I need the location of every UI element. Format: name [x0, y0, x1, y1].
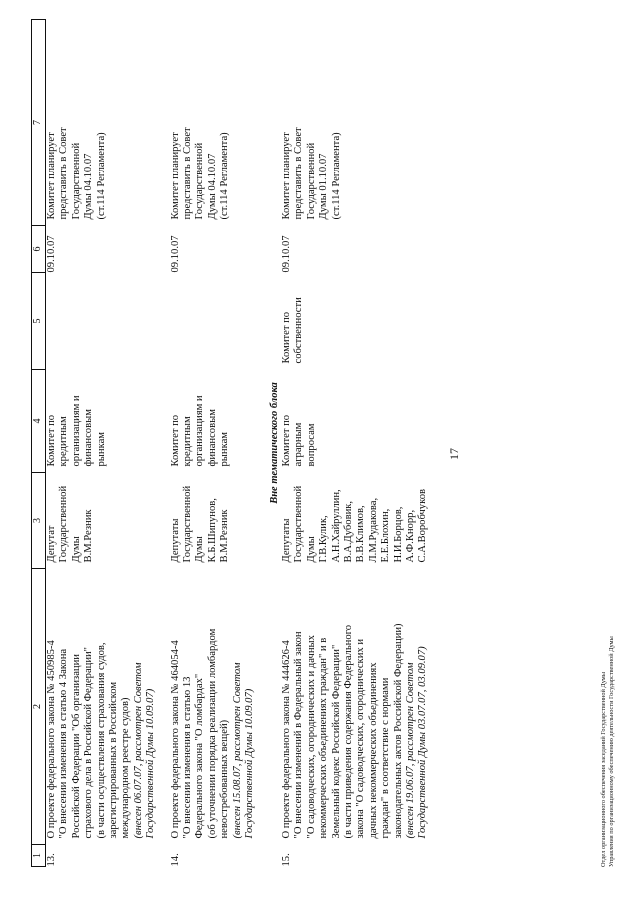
text-line: некоммерческих объединениях граждан" и в [318, 637, 330, 839]
authors-cell [281, 473, 430, 569]
footer-line: Управления по организационному обеспечению деятельности Государственной Думы [608, 636, 615, 867]
text-line: (ст.114 Регламента) [219, 132, 231, 220]
table-header-row [32, 20, 46, 867]
header-cell-5: 5 [32, 273, 46, 370]
text-line: В.М.Резник [219, 509, 231, 563]
agenda-table [31, 19, 442, 867]
text-line: финансовым [83, 409, 95, 467]
text-line: Депутаты [280, 518, 292, 563]
text-line: "О садоводческих, огороднических и дачных [305, 635, 317, 839]
header-cell-2: 2 [32, 569, 46, 845]
text-line: Государственной [194, 142, 206, 220]
header-cell-6: 6 [32, 226, 46, 273]
text-line: Комитет планирует [280, 132, 292, 220]
text-line: кредитным [58, 416, 70, 467]
text-line: международном реестре судов) [120, 697, 132, 839]
text-line: Государственной Думы 10.09.07) [244, 688, 256, 839]
text-line: В.В.Климов, [355, 505, 367, 563]
text-line: рынкам [95, 432, 107, 467]
table-row [46, 20, 158, 867]
text-line: Г.В.Кулик, [318, 515, 330, 563]
text-line: (в части осуществления страхования судов, [95, 642, 107, 839]
text-line: Государственной [182, 485, 194, 563]
bill-title-cell [170, 569, 257, 845]
text-line: Комитет планирует [169, 132, 181, 220]
text-line: (внесен 15.08.07, рассмотрен Советом [231, 662, 243, 839]
text-line: Думы [305, 536, 317, 563]
text-line: Комитет по [280, 311, 292, 364]
text-line: представить в Совет [293, 127, 305, 220]
text-line: О проекте федерального закона № 450985-4 [46, 640, 57, 839]
text-line: представить в Совет [58, 127, 70, 220]
text-line: "О внесении изменения в статью 4 Закона [58, 648, 70, 839]
footer [600, 636, 616, 867]
text-line: "О внесении изменения в статью 13 [182, 676, 194, 839]
authors-cell [170, 473, 257, 569]
text-line: О проекте федерального закона № 444626-4 [280, 640, 292, 839]
text-line: А.Ф.Кнорр, [404, 509, 416, 563]
text-line: (об уточнении порядка реализации ломбардом [206, 628, 218, 839]
footer-line: Отдел организационного обеспечения заседаний Государственной Думы [600, 672, 607, 867]
row-spacer [158, 20, 170, 867]
date-cell: 09.10.07 [46, 235, 57, 273]
text-line: представить в Совет [182, 127, 194, 220]
text-line: Комитет по [280, 414, 292, 467]
text-line: кредитным [182, 416, 194, 467]
row-spacer [430, 20, 442, 867]
table-row [170, 20, 257, 867]
text-line: Депутат [46, 525, 57, 563]
text-line: (внесен 19.06.07, рассмотрен Советом [404, 662, 416, 839]
page-number: 17 [447, 448, 461, 460]
text-line: (внесен 06.07.07, рассмотрен Советом [132, 662, 144, 839]
table-row [281, 20, 430, 867]
text-line: Думы [70, 536, 82, 563]
text-line: Комитет по [169, 414, 181, 467]
text-line: аграрным [293, 422, 305, 467]
committee-cell [46, 370, 158, 473]
text-line: (в части приведения содержания Федерального [342, 625, 354, 839]
text-line: Л.М.Рудакова, [367, 497, 379, 563]
text-line: Комитет планирует [46, 132, 57, 220]
date-cell: 09.10.07 [169, 235, 181, 273]
text-line: Государственной Думы 03.07.07, 03.09.07) [417, 646, 429, 839]
text-line: Н.И.Борцов, [392, 506, 404, 563]
text-line: Думы [194, 536, 206, 563]
text-line: Российской Федерации "Об организации [70, 654, 82, 839]
co-committee-cell [281, 273, 430, 370]
row-number: 15. [280, 853, 292, 867]
text-line: собственности [293, 297, 305, 364]
plan-cell [281, 20, 430, 226]
row-spacer [257, 20, 269, 867]
header-cell-3: 3 [32, 473, 46, 569]
date-cell: 09.10.07 [280, 235, 292, 273]
row-number: 14. [169, 853, 181, 867]
text-line: К.Б.Шипунов, [206, 498, 218, 563]
header-cell-1: 1 [32, 845, 46, 867]
rows-block-extra [281, 20, 442, 867]
rows-block-main [46, 20, 269, 867]
text-line: организациям и [70, 395, 82, 467]
text-line: (ст.114 Регламента) [95, 132, 107, 220]
co-committee-cell [170, 273, 257, 370]
text-line: Государственной [58, 485, 70, 563]
text-line: В.М.Резник [83, 509, 95, 563]
text-line: (ст.114 Регламента) [330, 132, 342, 220]
text-line: невостребованных вещей) [219, 719, 231, 839]
text-line: граждан" в соответствие с нормами [380, 677, 392, 839]
bill-title-cell [46, 569, 158, 845]
co-committee-cell [46, 273, 158, 370]
text-line: закона "О садоводческих, огороднических и [355, 639, 367, 839]
text-line: Федерального закона "О ломбардах" [194, 673, 206, 839]
text-line: Земельный кодекс Российской Федерации" [330, 644, 342, 839]
text-line: Комитет по [46, 414, 57, 467]
text-line: Депутаты [169, 518, 181, 563]
header-cell-7: 7 [32, 20, 46, 226]
section-block [269, 20, 281, 867]
section-title: Вне тематического блока [268, 382, 280, 504]
text-line: Государственной Думы 10.09.07) [145, 688, 157, 839]
row-number: 13. [46, 853, 57, 867]
plan-cell [170, 20, 257, 226]
text-line: Думы 04.10.07 [83, 153, 95, 220]
text-line: Думы 01.10.07 [318, 153, 330, 220]
plan-cell [46, 20, 158, 226]
text-line: организациям и [194, 395, 206, 467]
text-line: Государственной [293, 485, 305, 563]
text-line: Государственной [70, 142, 82, 220]
text-line: "О внесении изменений в Федеральный закон [293, 631, 305, 839]
text-line: С.А.Воробчуков [417, 489, 429, 563]
text-line: А.Н.Хайруллин, [330, 489, 342, 563]
text-line: дачных некоммерческих объединениях [367, 662, 379, 839]
authors-cell [46, 473, 158, 569]
bill-title-cell [281, 569, 430, 845]
text-line: финансовым [206, 409, 218, 467]
text-line: зарегистрированных в Российском [108, 681, 120, 839]
text-line: Е.Е.Блохин, [380, 508, 392, 563]
text-line: вопросам [305, 423, 317, 467]
text-line: В.А.Дубовик, [342, 500, 354, 563]
text-line: законодательных актов Российской Федерации) [392, 623, 404, 839]
header-cell-4: 4 [32, 370, 46, 473]
text-line: Государственной [305, 142, 317, 220]
text-line: страхового дела в Российской Федерации" [83, 647, 95, 839]
committee-cell [170, 370, 257, 473]
text-line: рынкам [219, 432, 231, 467]
text-line: О проекте федерального закона № 464054-4 [169, 640, 181, 839]
text-line: Думы 04.10.07 [206, 153, 218, 220]
committee-cell [281, 370, 430, 473]
